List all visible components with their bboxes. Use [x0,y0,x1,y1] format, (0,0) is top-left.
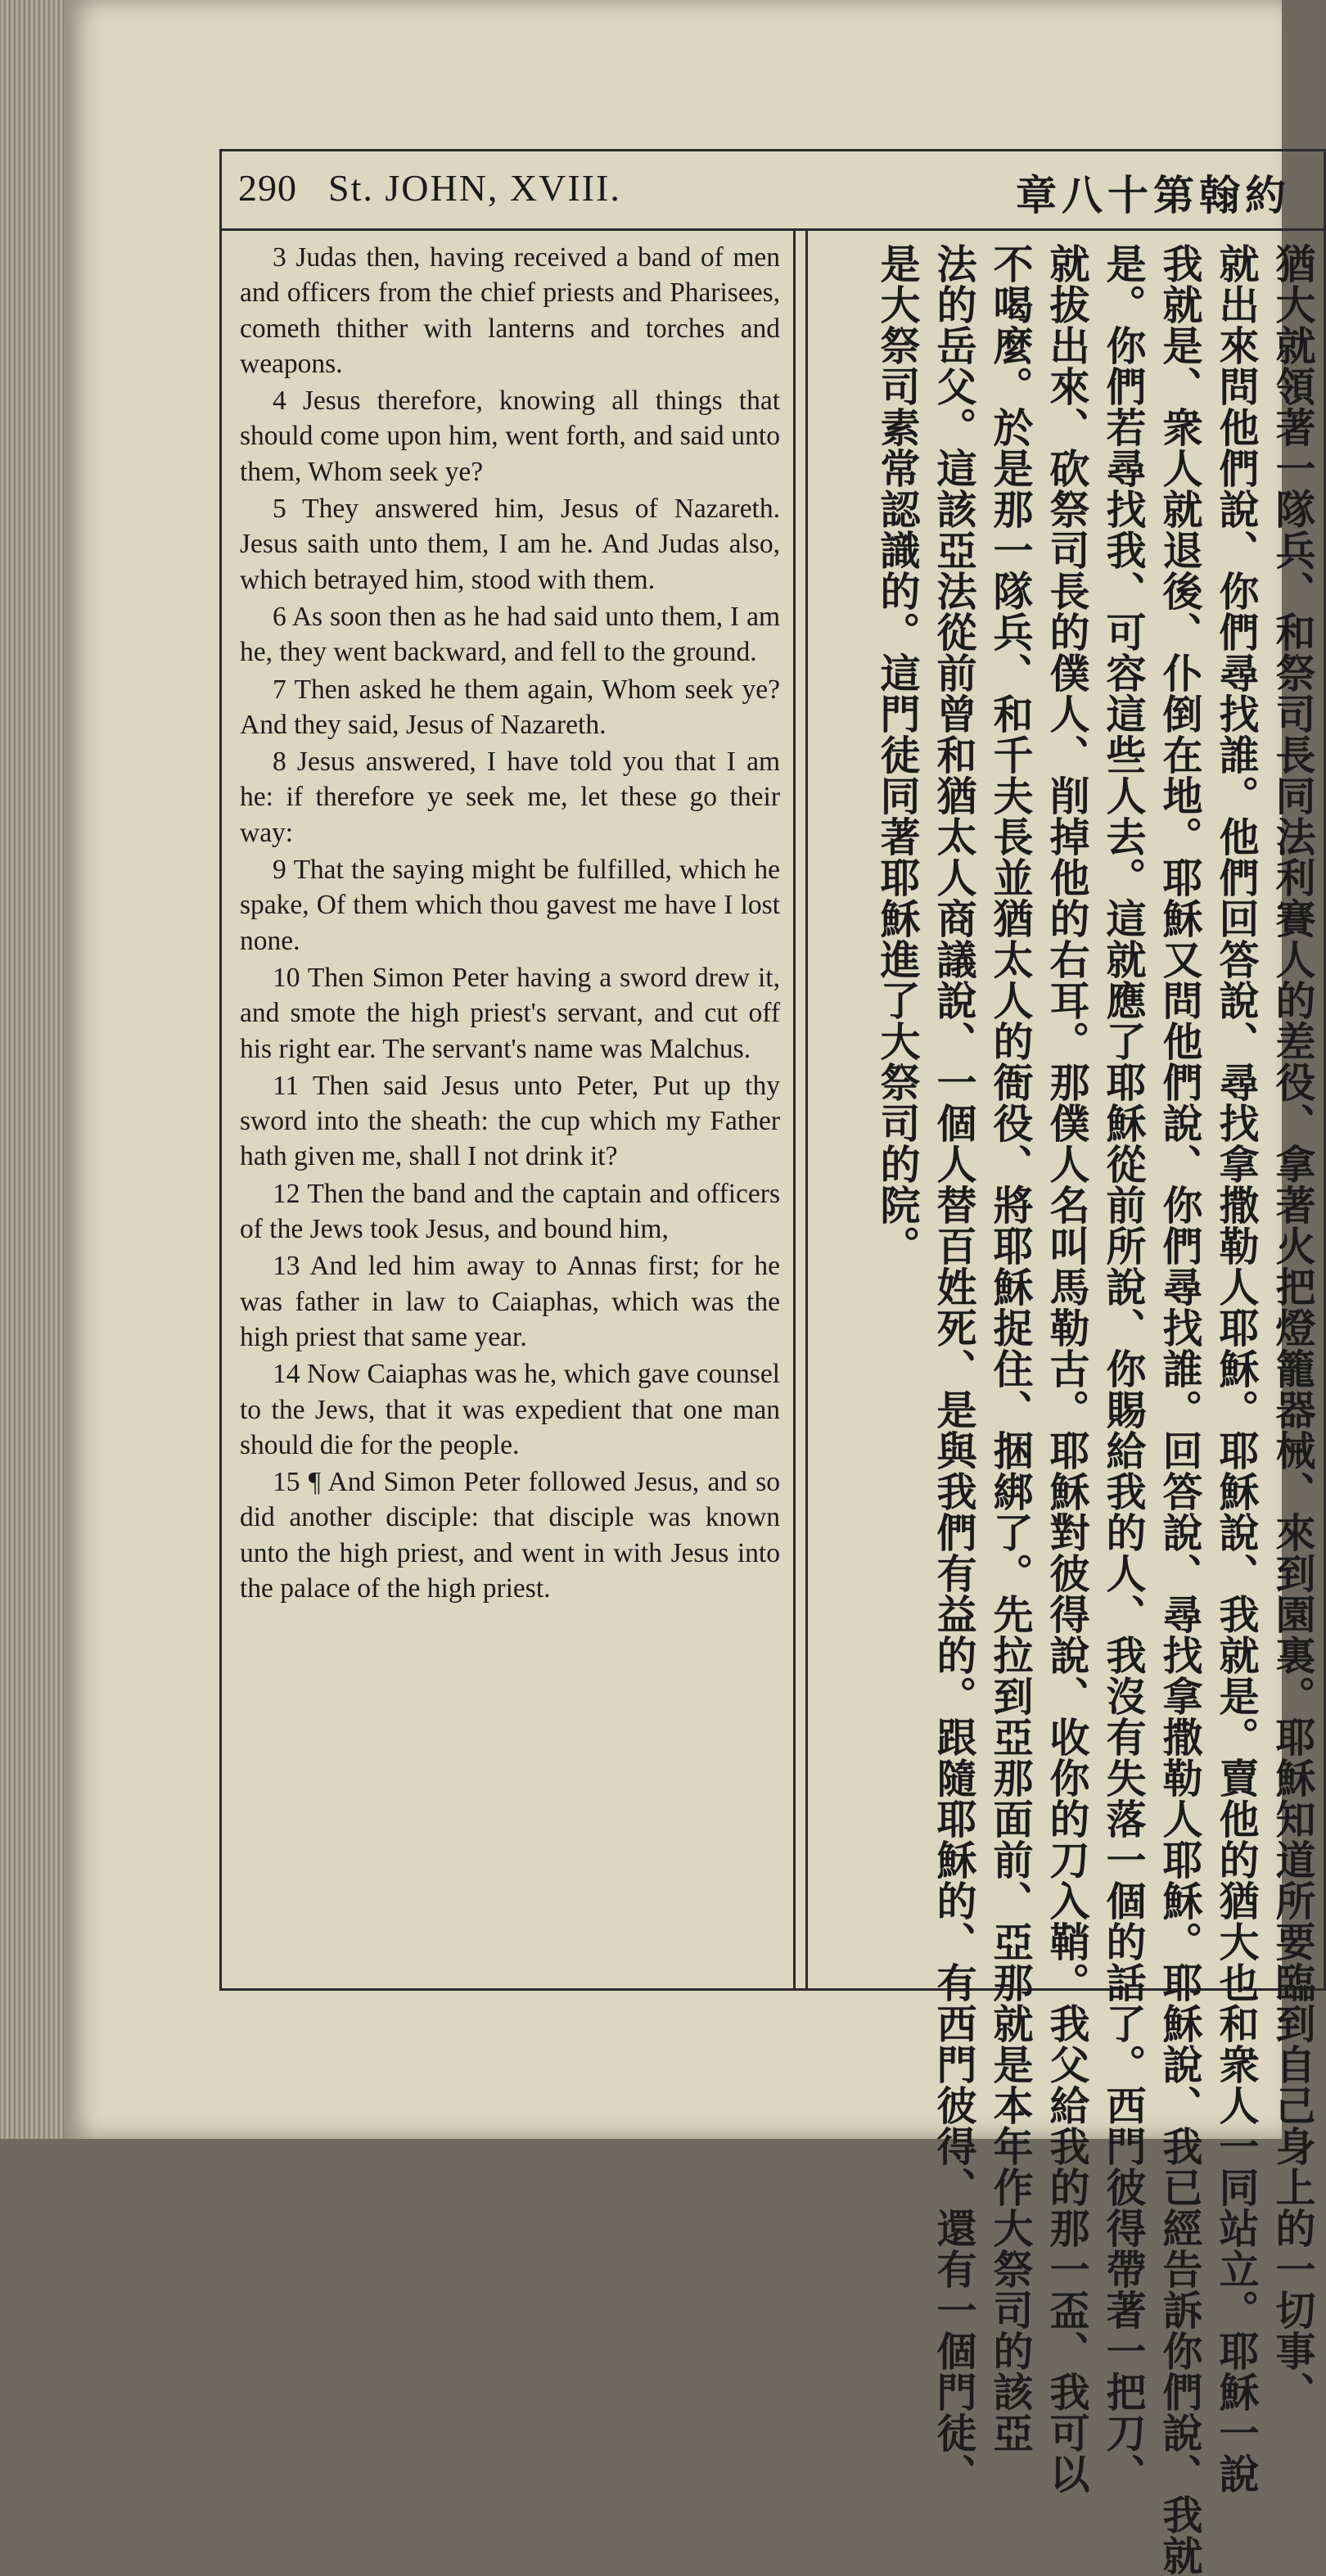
running-title: St. JOHN, XVIII. [328,167,621,209]
chinese-line: 是大祭司素常認識的。這門徒同著耶穌進了大祭司的院。 [874,243,921,1266]
verse-11: 11 Then said Jesus unto Peter, Put up thy sword into the sheath: the cup which my Father hath given me, shall I not drink it? [240,1070,780,1172]
verse-10: 10 Then Simon Peter having a sword drew it, and smote the high priest's servant, and cut off his right ear. The servant's name was Malchus. [240,962,780,1064]
verse-5: 5 They answered him, Jesus of Nazareth. Jesus saith unto them, I am he. And Judas also, which betrayed him, stood with them. [240,494,780,595]
chinese-line: 猶大就領著一隊兵、和祭司長同法利賽人的差役、拿著火把燈籠器械、來到園裏。耶穌知道所要臨到自己身上的一切事、 [1270,243,1316,2412]
chinese-line: 就出來問他們說、你們尋找誰。他們回答說、尋找拿撒勒人耶穌。耶穌說、我就是。賣他的猶大也和衆人一同站立。耶穌一說 [1213,243,1260,2494]
verse-15: 15 ¶ And Simon Peter followed Jesus, and so did another disciple: that disciple was known unto the high priest, and went in with Jesus into the palace of the high priest. [240,1467,780,1604]
verse-3: 3 Judas then, having received a band of men and officers from the chief priests and Pharisees, cometh thither with lanterns and torches and weapons. [240,242,780,379]
chinese-line: 我就是、衆人就退後、仆倒在地。耶穌又問他們說、你們尋找誰。回答說、尋找拿撒勒人耶穌。耶穌說、我已經告訴你們說、我就 [1157,243,1203,2576]
chinese-running-title: 章八十第翰約 [1016,172,1291,219]
verse-4: 4 Jesus therefore, knowing all things that should come upon him, went forth, and said unto them, Whom seek ye? [240,386,780,487]
verse-6: 6 As soon then as he had said unto them, I am he, they went backward, and fell to the ground. [240,601,780,668]
chinese-line: 是。你們若尋找我、可容這些人去。這就應了耶穌從前所說、你賜給我的人、我沒有失落一個的話了。西門彼得帶著一把刀、 [1100,243,1147,2494]
column-divider [793,228,808,1988]
chinese-column [813,243,1317,2576]
book-page-edge [0,0,64,2139]
book-page [64,0,1316,2576]
verse-12: 12 Then the band and the captain and officers of the Jews took Jesus, and bound him, [240,1178,780,1245]
chinese-line: 不喝麼。於是那一隊兵、和千夫長並猶太人的衙役、將耶穌捉住、捆綁了。先拉到亞那面前、亞那就是本年作大祭司的該亞 [987,243,1034,2453]
verse-7: 7 Then asked he them again, Whom seek ye? And they said, Jesus of Nazareth. [240,674,780,740]
chinese-line: 法的岳父。這該亞法從前曾和猶太人商議說、一個人替百姓死、是與我們有益的。跟隨耶穌的、有西門彼得、還有一個門徒、 [931,243,977,2494]
page-frame [219,149,1326,2576]
page-number: 290 [238,167,297,209]
verse-8: 8 Jesus answered, I have told you that I am he: if therefore ye seek me, let these go their way: [240,747,780,848]
verse-14: 14 Now Caiaphas was he, which gave counsel to the Jews, that it was expedient that one man should die for the people. [240,1359,780,1460]
english-column [240,240,780,1983]
chinese-line: 就拔出來、砍祭司長的僕人、削掉他的右耳。那僕人名叫馬勒古。耶穌對彼得說、收你的刀入鞘。我父給我的那一盃、我可以 [1044,243,1090,2494]
page-header [222,151,1324,231]
verse-13: 13 And led him away to Annas first; for he was father in law to Caiaphas, which was the high priest that same year. [240,1251,780,1352]
verse-9: 9 That the saying might be fulfilled, which he spake, Of them which thou gavest me have I lost none. [240,855,780,956]
